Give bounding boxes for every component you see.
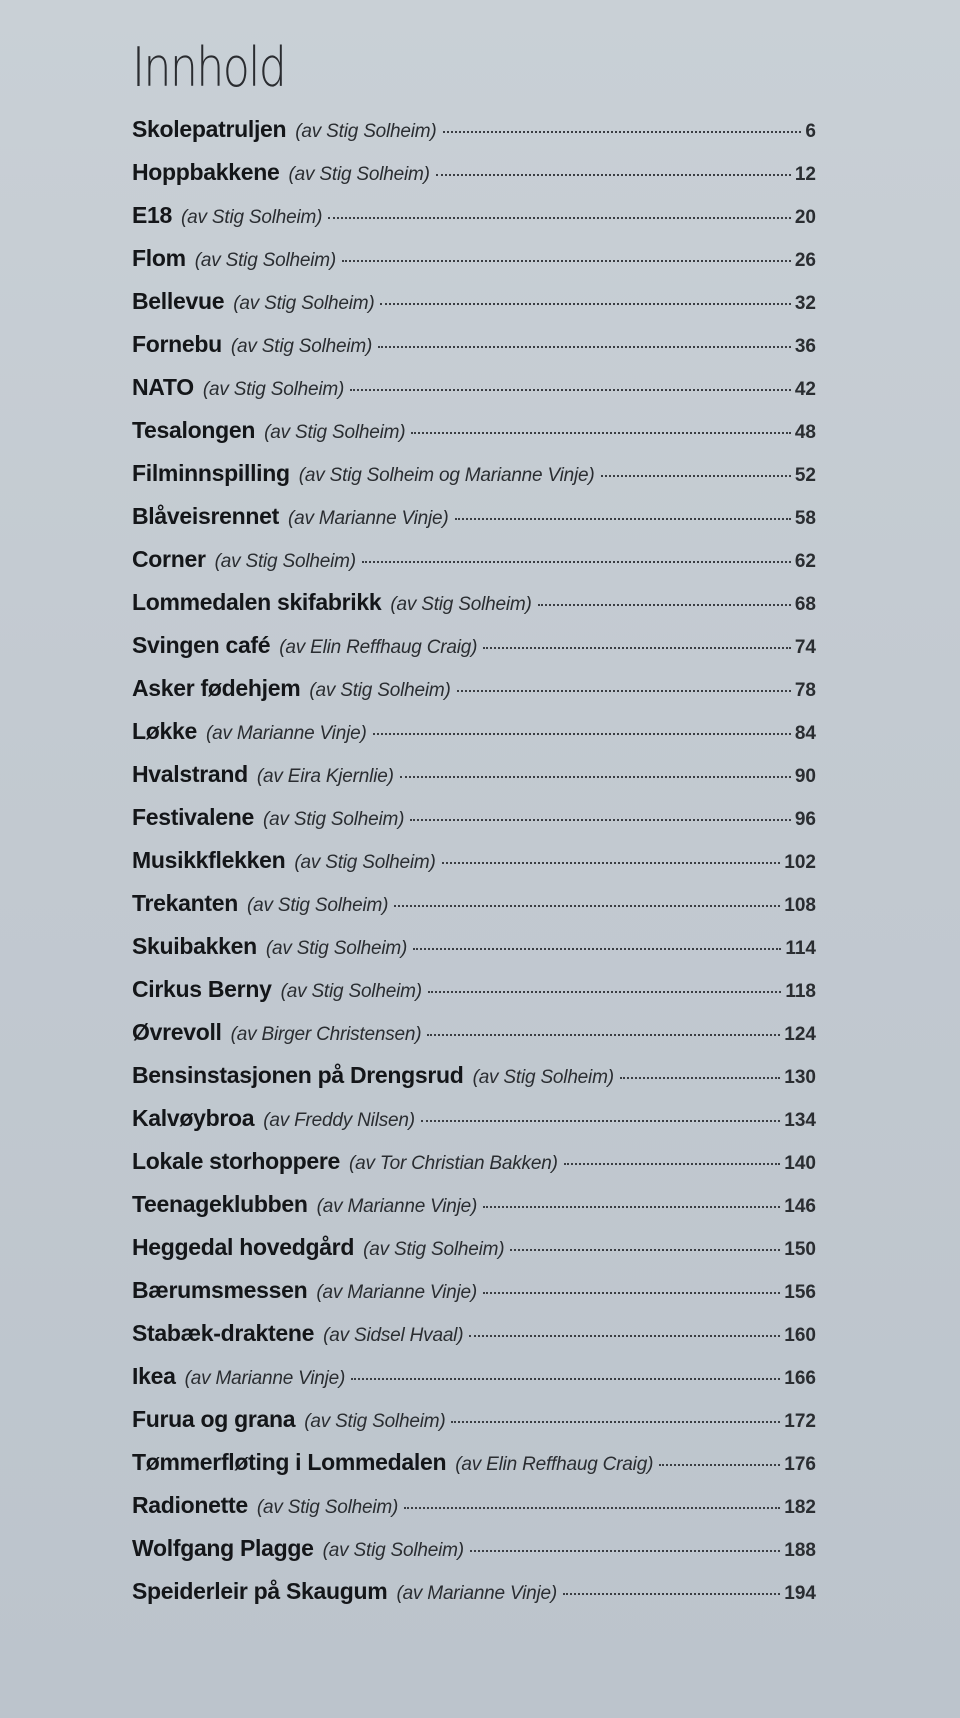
dot-leader (427, 1034, 780, 1036)
chapter-author: (av Birger Christensen) (230, 1024, 422, 1045)
page-number: 114 (785, 938, 816, 959)
chapter-title: Furua og grana (132, 1406, 296, 1432)
chapter-title: Stabæk-draktene (132, 1320, 315, 1346)
chapter-author: (av Stig Solheim) (309, 680, 451, 701)
chapter-title: Hoppbakkene (132, 159, 280, 185)
chapter-title: Kalvøybroa (132, 1105, 255, 1131)
toc-entry (132, 1406, 816, 1449)
toc-entry (132, 1578, 816, 1621)
chapter-author: (av Marianne Vinje) (396, 1583, 558, 1604)
toc-entry (132, 1234, 816, 1277)
chapter-title: Bærumsmessen (132, 1277, 308, 1303)
dot-leader (410, 819, 791, 821)
chapter-author: (av Stig Solheim) (256, 1497, 399, 1518)
chapter-title: Heggedal hovedgård (132, 1234, 355, 1260)
page-title: Innhold (132, 36, 286, 99)
page-number: 58 (794, 508, 816, 529)
dot-leader (362, 561, 791, 563)
toc-entry (132, 159, 816, 202)
page-number: 26 (794, 250, 816, 271)
dot-leader (413, 948, 781, 950)
toc-entry (132, 460, 816, 503)
page-number: 134 (784, 1110, 816, 1131)
page-number: 12 (794, 164, 816, 185)
toc-entry (132, 116, 816, 159)
dot-leader (659, 1464, 780, 1466)
toc-entry (132, 632, 816, 675)
dot-leader (563, 1593, 780, 1595)
chapter-author: (av Stig Solheim) (194, 250, 337, 271)
toc-entry (132, 1277, 816, 1320)
chapter-title: Blåveisrennet (132, 503, 279, 529)
chapter-author: (av Stig Solheim) (280, 981, 422, 1002)
toc-entry (132, 890, 816, 933)
dot-leader (394, 905, 780, 907)
toc-entry (132, 1320, 816, 1363)
page-number: 146 (784, 1196, 816, 1217)
dot-leader (411, 432, 790, 434)
page-number: 188 (784, 1540, 816, 1561)
toc-entry (132, 804, 816, 847)
page-number: 160 (784, 1325, 816, 1346)
chapter-author: (av Marianne Vinje) (287, 508, 449, 529)
page-number: 102 (784, 852, 816, 873)
chapter-title: Wolfgang Plagge (132, 1535, 314, 1561)
chapter-author: (av Stig Solheim) (246, 895, 389, 916)
dot-leader (342, 260, 791, 262)
page-number: 74 (794, 637, 816, 658)
dot-leader (400, 776, 791, 778)
chapter-title: Flom (132, 245, 186, 271)
page-number: 48 (794, 422, 816, 443)
chapter-title: Ikea (132, 1363, 176, 1389)
toc-entry (132, 1191, 816, 1234)
page-number: 78 (794, 680, 816, 701)
chapter-author: (av Stig Solheim) (265, 938, 408, 959)
chapter-title: Musikkflekken (132, 847, 286, 873)
chapter-author: (av Stig Solheim) (472, 1067, 614, 1088)
toc-entry (132, 933, 816, 976)
chapter-title: Hvalstrand (132, 761, 248, 787)
chapter-title: Trekanten (132, 890, 238, 916)
chapter-author: (av Stig Solheim) (202, 379, 345, 400)
chapter-author: (av Elin Reffhaug Craig) (279, 637, 478, 658)
page-number: 118 (785, 981, 816, 1002)
page-number: 140 (784, 1153, 816, 1174)
toc-entry (132, 1019, 816, 1062)
chapter-title: Asker fødehjem (132, 675, 301, 701)
chapter-author: (av Stig Solheim) (233, 293, 375, 314)
dot-leader (483, 647, 791, 649)
chapter-author: (av Stig Solheim) (288, 164, 430, 185)
dot-leader (380, 303, 790, 305)
chapter-title: E18 (132, 202, 173, 228)
dot-leader (620, 1077, 780, 1079)
dot-leader (350, 389, 791, 391)
page-number: 96 (794, 809, 816, 830)
dot-leader (373, 733, 791, 735)
page-number: 150 (784, 1239, 816, 1260)
dot-leader (428, 991, 782, 993)
page-number: 20 (794, 207, 816, 228)
page-number: 156 (784, 1282, 816, 1303)
page-number: 68 (794, 594, 816, 615)
chapter-author: (av Stig Solheim) (264, 422, 406, 443)
page-number: 42 (794, 379, 816, 400)
chapter-author: (av Elin Reffhaug Craig) (455, 1454, 654, 1475)
table-of-contents (132, 116, 816, 1621)
toc-entry (132, 288, 816, 331)
page-number: 176 (784, 1454, 816, 1475)
chapter-author: (av Marianne Vinje) (184, 1368, 346, 1389)
page-number: 32 (794, 293, 816, 314)
page-number: 84 (794, 723, 816, 744)
chapter-title: Skuibakken (132, 933, 257, 959)
chapter-author: (av Stig Solheim) (230, 336, 373, 357)
toc-entry (132, 1363, 816, 1406)
chapter-title: Bensinstasjonen på Drengsrud (132, 1062, 464, 1088)
chapter-title: Lokale storhoppere (132, 1148, 341, 1174)
chapter-title: Skolepatruljen (132, 116, 287, 142)
chapter-author: (av Marianne Vinje) (205, 723, 367, 744)
chapter-title: NATO (132, 374, 194, 400)
dot-leader (436, 174, 791, 176)
chapter-author: (av Tor Christian Bakken) (349, 1153, 558, 1174)
dot-leader (378, 346, 791, 348)
chapter-title: Fornebu (132, 331, 222, 357)
page-number: 108 (784, 895, 816, 916)
toc-entry (132, 546, 816, 589)
chapter-title: Øvrevoll (132, 1019, 222, 1045)
dot-leader (470, 1550, 780, 1552)
page-number: 6 (805, 121, 816, 142)
dot-leader (483, 1206, 780, 1208)
dot-leader (443, 131, 802, 133)
chapter-author: (av Stig Solheim) (304, 1411, 446, 1432)
dot-leader (601, 475, 791, 477)
chapter-author: (av Eira Kjernlie) (256, 766, 394, 787)
toc-entry (132, 718, 816, 761)
page-number: 124 (784, 1024, 816, 1045)
chapter-title: Tømmerfløting i Lommedalen (132, 1449, 447, 1475)
toc-entry (132, 1148, 816, 1191)
toc-entry (132, 589, 816, 632)
chapter-title: Festivalene (132, 804, 254, 830)
chapter-title: Cirkus Berny (132, 976, 272, 1002)
chapter-title: Corner (132, 546, 206, 572)
chapter-title: Teenageklubben (132, 1191, 308, 1217)
chapter-author: (av Marianne Vinje) (316, 1282, 477, 1303)
toc-entry (132, 976, 816, 1019)
chapter-author: (av Stig Solheim) (390, 594, 532, 615)
chapter-author: (av Stig Solheim) (214, 551, 356, 572)
chapter-title: Radionette (132, 1492, 248, 1518)
page-number: 52 (794, 465, 816, 486)
chapter-title: Lommedalen skifabrikk (132, 589, 382, 615)
toc-entry (132, 202, 816, 245)
toc-entry (132, 761, 816, 804)
chapter-title: Tesalongen (132, 417, 256, 443)
page-number: 194 (784, 1583, 816, 1604)
dot-leader (455, 518, 791, 520)
toc-entry (132, 1062, 816, 1105)
dot-leader (442, 862, 781, 864)
toc-entry (132, 374, 816, 417)
toc-entry (132, 1492, 816, 1535)
toc-entry (132, 245, 816, 288)
toc-entry (132, 1449, 816, 1492)
chapter-author: (av Stig Solheim) (181, 207, 323, 228)
toc-entry (132, 1105, 816, 1148)
dot-leader (483, 1292, 780, 1294)
page-number: 62 (794, 551, 816, 572)
toc-entry (132, 503, 816, 546)
dot-leader (451, 1421, 780, 1423)
dot-leader (564, 1163, 781, 1165)
page-number: 90 (794, 766, 816, 787)
toc-entry (132, 675, 816, 718)
chapter-author: (av Stig Solheim) (263, 809, 405, 830)
dot-leader (421, 1120, 780, 1122)
chapter-author: (av Marianne Vinje) (316, 1196, 478, 1217)
chapter-author: (av Stig Solheim) (363, 1239, 505, 1260)
chapter-author: (av Sidsel Hvaal) (323, 1325, 464, 1346)
page-number: 36 (794, 336, 816, 357)
chapter-author: (av Stig Solheim) (322, 1540, 464, 1561)
dot-leader (457, 690, 791, 692)
dot-leader (404, 1507, 780, 1509)
dot-leader (469, 1335, 780, 1337)
toc-entry (132, 417, 816, 460)
toc-entry (132, 331, 816, 374)
chapter-title: Løkke (132, 718, 197, 744)
dot-leader (538, 604, 791, 606)
chapter-author: (av Stig Solheim) (295, 121, 437, 142)
page-number: 182 (784, 1497, 816, 1518)
dot-leader (328, 217, 791, 219)
page-number: 172 (784, 1411, 816, 1432)
chapter-author: (av Freddy Nilsen) (263, 1110, 415, 1131)
chapter-title: Bellevue (132, 288, 225, 314)
dot-leader (510, 1249, 780, 1251)
page-number: 166 (784, 1368, 816, 1389)
chapter-title: Filminnspilling (132, 460, 290, 486)
toc-entry (132, 1535, 816, 1578)
chapter-author: (av Stig Solheim) (294, 852, 436, 873)
chapter-author: (av Stig Solheim og Marianne Vinje) (298, 465, 595, 486)
chapter-title: Speiderleir på Skaugum (132, 1578, 388, 1604)
page-number: 130 (784, 1067, 816, 1088)
dot-leader (351, 1378, 780, 1380)
toc-entry (132, 847, 816, 890)
chapter-title: Svingen café (132, 632, 271, 658)
